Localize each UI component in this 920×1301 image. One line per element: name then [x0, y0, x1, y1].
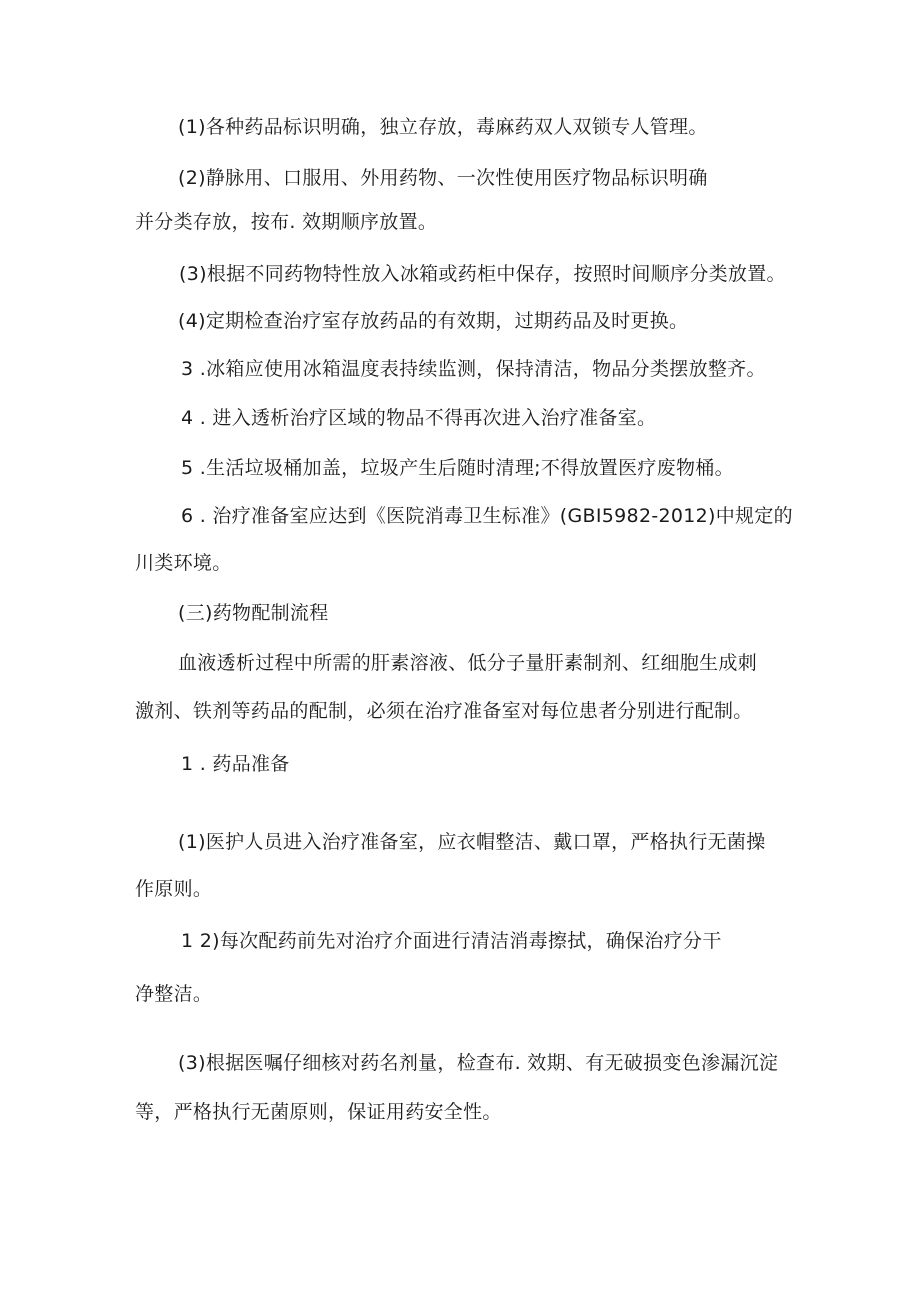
text-line-1: (1)各种药品标识明确，独立存放，毒麻药双人双锁专人管理。 — [178, 116, 708, 138]
text-line-16: 作原则。 — [135, 878, 213, 900]
text-line-18: 净整洁。 — [135, 983, 213, 1005]
text-line-10: 川类环境。 — [135, 552, 232, 574]
text-line-8: 5 .生活垃圾桶加盖，垃圾产生后随时清理;不得放置医疗废物桶。 — [181, 457, 734, 479]
text-line-2: (2)静脉用、口服用、外用药物、一次性使用医疗物品标识明确 — [178, 167, 708, 189]
text-line-12: 血液透析过程中所需的肝素溶液、低分子量肝素制剂、红细胞生成刺 — [178, 652, 758, 674]
text-line-4: (3)根据不同药物特性放入冰箱或药柜中保存，按照时间顺序分类放置。 — [179, 263, 786, 285]
text-line-5: (4)定期检查治疗室存放药品的有效期，过期药品及时更换。 — [178, 310, 689, 332]
text-line-7: 4 . 进入透析治疗区域的物品不得再次进入治疗准备室。 — [181, 407, 657, 429]
text-line-13: 激剂、铁剂等药品的配制，必须在治疗准备室对每位患者分别进行配制。 — [135, 700, 753, 722]
text-line-3: 并分类存放，按布. 效期顺序放置。 — [135, 211, 438, 233]
text-line-15: (1)医护人员进入治疗准备室，应衣帽整洁、戴口罩，严格执行无菌操 — [178, 831, 766, 853]
subsection-heading: 1 . 药品准备 — [181, 753, 290, 775]
text-line-9: 6 . 治疗准备室应达到《医院消毒卫生标准》(GBI5982-2012)中规定的 — [181, 505, 793, 527]
text-line-17: 1 2)每次配药前先对治疗介面进行清洁消毒擦拭，确保治疗分干 — [181, 930, 722, 952]
text-line-20: 等，严格执行无菌原则，保证用药安全性。 — [135, 1101, 502, 1123]
text-line-6: 3 .冰箱应使用冰箱温度表持续监测，保持清洁，物品分类摆放整齐。 — [181, 358, 766, 380]
section-heading: (三)药物配制流程 — [178, 602, 329, 624]
text-line-19: (3)根据医嘱仔细核对药名剂量，检查布. 效期、有无破损变色渗漏沉淀 — [178, 1052, 779, 1074]
